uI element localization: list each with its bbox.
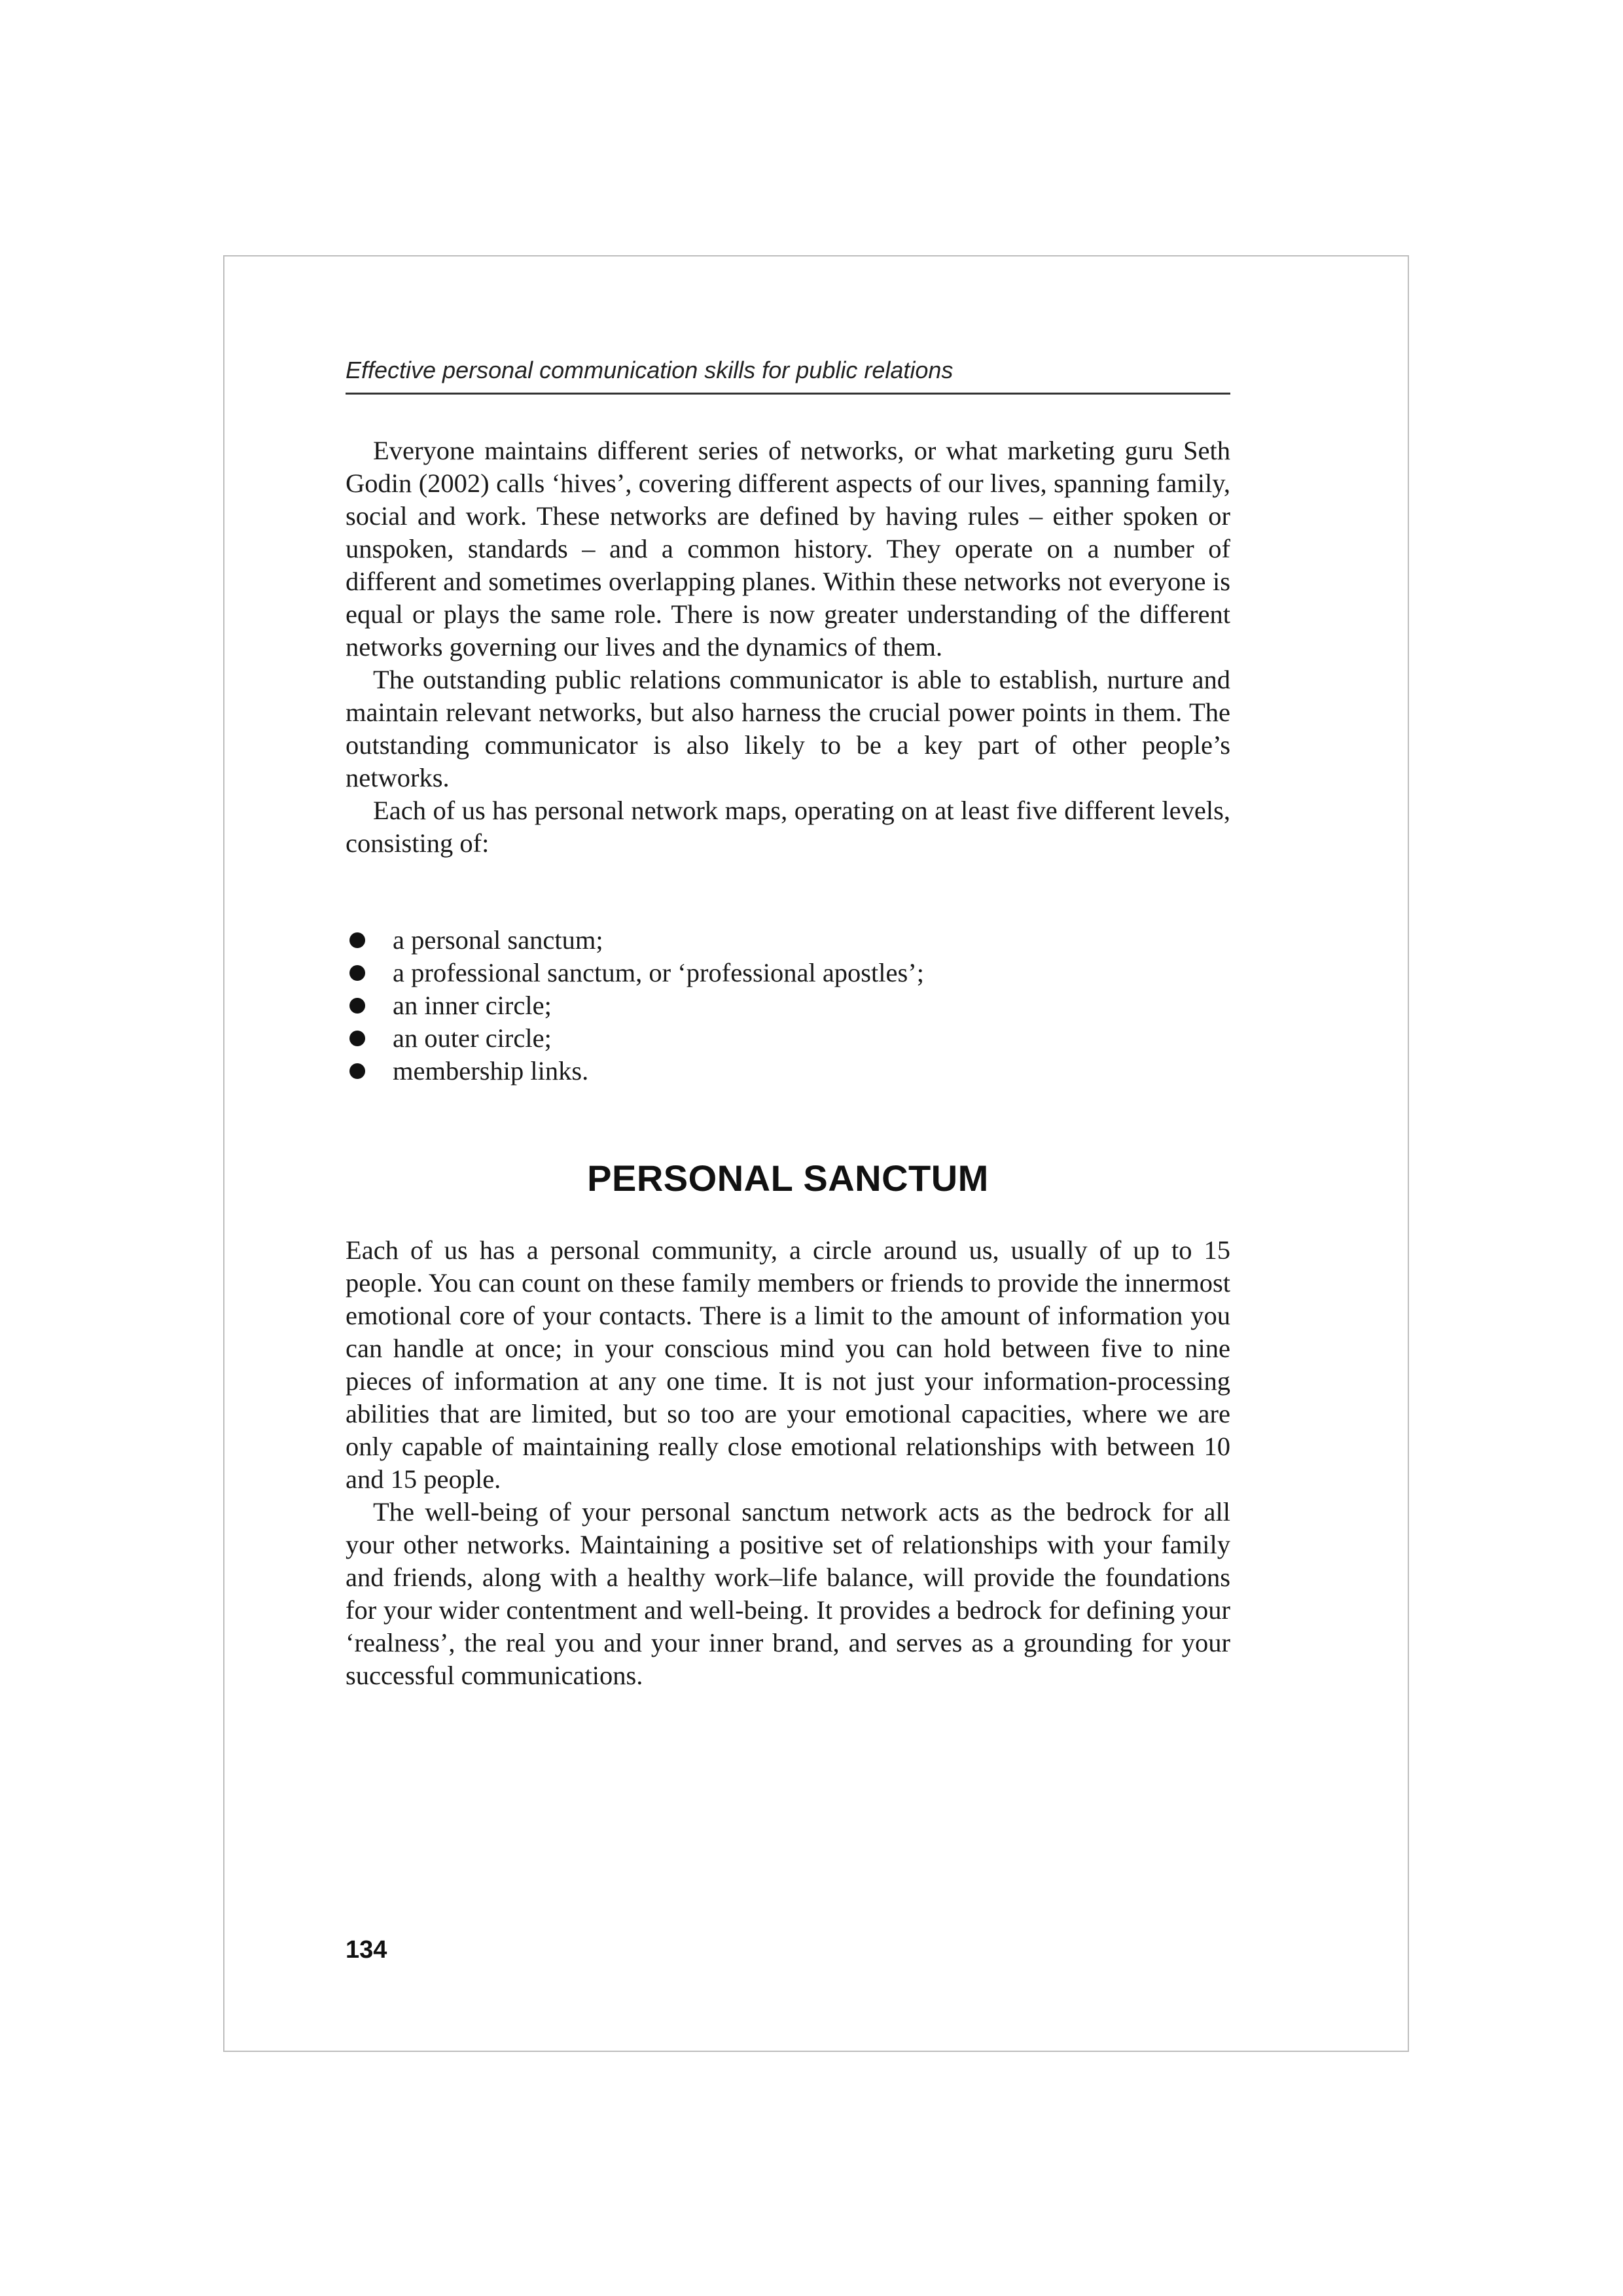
bullet-icon	[349, 1063, 365, 1079]
list-item	[346, 1055, 1230, 1087]
list-item	[346, 989, 1230, 1022]
section-paragraph-2: The well-being of your personal sanctum network acts as the bedrock for all your other networks. Maintaining a positive set of relationships with your family and friends, along with a healthy work–life balance, will provide the foundations for your wider contentment and well-being. It provides a bedrock for defining your ‘realness’, the real you and your inner brand, and serves as a grounding for your successful communications.	[346, 1497, 1230, 1690]
bullet-icon	[349, 932, 365, 948]
list-item	[346, 957, 1230, 989]
bullet-icon	[349, 965, 365, 981]
list-item	[346, 1022, 1230, 1055]
section-heading: PERSONAL SANCTUM	[587, 1157, 989, 1199]
intro-section	[346, 434, 1230, 860]
bullet-icon	[349, 998, 365, 1014]
personal-sanctum-section	[346, 1234, 1230, 1692]
intro-paragraph-1: Everyone maintains different series of networks, or what marketing guru Seth Godin (2002) calls ‘hives’, covering different aspects of our lives, spanning family, social and work. These networks are defined by having rules – either spoken or unspoken, standards – and a common history. They operate on a number of different and sometimes overlapping planes. Within these networks not everyone is equal or plays the same role. There is now greater understanding of the different networks governing our lives and the dynamics of them.	[346, 436, 1230, 662]
list-item-text: a personal sanctum;	[393, 925, 603, 955]
list-item	[346, 924, 1230, 957]
running-head: Effective personal communication skills for public relations	[346, 352, 1230, 395]
list-item-text: an inner circle;	[393, 991, 552, 1020]
section-paragraph-1: Each of us has a personal community, a circle around us, usually of up to 15 people. You can count on these family members or friends to provide the innermost emotional core of your contacts. There is a limit to the amount of information you can handle at once; in your conscious mind you can hold between five to nine pieces of information at any one time. It is not just your information-processing abilities that are limited, but so too are your emotional capacities, where we are only capable of maintaining really close emotional relationships with between 10 and 15 people.	[346, 1235, 1230, 1494]
intro-paragraph-2: The outstanding public relations communicator is able to establish, nurture and maintain relevant networks, but also harness the crucial power points in them. The outstanding communicator is also likely to be a key part of other people’s networks.	[346, 665, 1230, 792]
list-item-text: a professional sanctum, or ‘professional apostles’;	[393, 958, 925, 987]
network-levels-list	[346, 924, 1230, 1087]
list-item-text: an outer circle;	[393, 1023, 552, 1053]
intro-paragraph-3: Each of us has personal network maps, operating on at least five different levels, consisting of:	[346, 796, 1230, 858]
list-item-text: membership links.	[393, 1056, 589, 1086]
page-number: 134	[346, 1936, 387, 1964]
bullet-icon	[349, 1031, 365, 1046]
